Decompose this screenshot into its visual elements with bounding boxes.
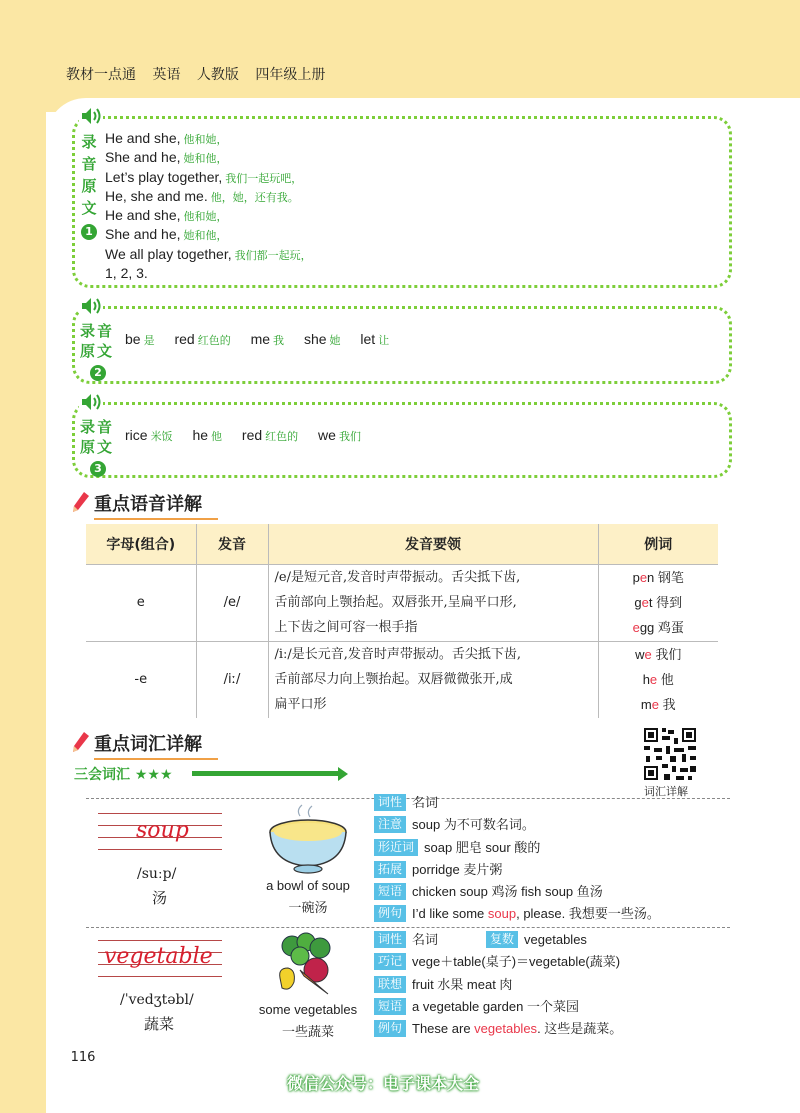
- table-header-row: [86, 524, 718, 564]
- word-list: [125, 427, 377, 444]
- column-header: 字母(组合): [86, 524, 196, 564]
- info-tag: 短语: [374, 998, 406, 1015]
- word-item: be 是: [125, 331, 155, 347]
- info-row: 短语 a vegetable garden 一个菜园: [374, 996, 622, 1018]
- phonics-table: [86, 524, 718, 718]
- info-tag: 注意: [374, 816, 406, 833]
- example-word: me 我: [640, 697, 676, 713]
- chant-line: He, she and me. 他，她，还有我。: [105, 187, 299, 204]
- tips-cell: /e/是短元音,发音时声带振动。舌尖抵下齿, 舌前部向上颚抬起。双唇张开,呈扁平口形, 上下齿之间可容一根手指: [268, 564, 598, 641]
- info-row: 拓展 porridge 麦片粥: [374, 859, 660, 881]
- pencil-icon: [72, 731, 90, 753]
- vocab-word: vegetable: [104, 944, 213, 969]
- example-word: egg 鸡蛋: [632, 620, 684, 635]
- table-row: [86, 564, 718, 641]
- speaker-icon: [79, 295, 103, 317]
- picture-caption-cn: 一些蔬菜: [281, 1025, 334, 1040]
- tips-cell: /iː/是长元音,发音时声带振动。舌尖抵下齿, 舌前部尽力向上颚抬起。双唇微微张开,成 扁平口形: [268, 641, 598, 718]
- phonetic: /suːp/: [137, 866, 177, 882]
- letter-cell: -e: [86, 641, 196, 718]
- transcript-label: 录音 原文 2: [80, 322, 115, 379]
- word-list: [125, 331, 405, 348]
- transcript-label: 录音 原文 3: [80, 418, 115, 475]
- picture-caption-en: a bowl of soup: [266, 878, 350, 893]
- info-tag: 巧记: [374, 953, 406, 970]
- info-tag: 短语: [374, 883, 406, 900]
- vegetables-icon: [270, 930, 340, 1000]
- book-header: [66, 64, 337, 84]
- heading-bar: [192, 771, 342, 776]
- example-word: get 得到: [634, 595, 683, 610]
- examples-cell: [598, 641, 718, 718]
- info-tag: 联想: [374, 976, 406, 993]
- chant-line: We all play together, 我们都一起玩，: [105, 245, 312, 262]
- word-info-list: [374, 792, 660, 926]
- word-item: me 我: [250, 331, 285, 347]
- column-header: 例词: [598, 524, 718, 564]
- transcript-box-2: [72, 306, 732, 384]
- chant-line: She and he, 她和他，: [105, 226, 228, 243]
- transcript-number: 2: [90, 365, 106, 381]
- info-row: 联想 fruit 水果 meat 肉: [374, 974, 622, 996]
- entry-divider: [86, 927, 730, 928]
- info-tag: 形近词: [374, 839, 418, 856]
- column-header: 发音要领: [268, 524, 598, 564]
- word-meaning: 蔬菜: [144, 1015, 175, 1033]
- word-item: we 我们: [318, 427, 361, 443]
- info-row: 形近词 soap 肥皂 sour 酸的: [374, 837, 660, 859]
- info-row: 词性 名词: [374, 792, 660, 814]
- word-meaning: 汤: [152, 889, 168, 907]
- phonetic: /ˈvedʒtəbl/: [120, 992, 194, 1008]
- transcript-number: 3: [90, 461, 106, 477]
- heading-bar-arrow: [338, 767, 348, 781]
- info-tag: 例句: [374, 905, 406, 922]
- picture-caption-cn: 一碗汤: [288, 901, 328, 916]
- word-item: red 红色的: [174, 331, 231, 347]
- chant-line: He and she, 他和她，: [105, 207, 228, 224]
- vocab-section-title: 重点词汇详解: [72, 730, 202, 756]
- word-item: red 红色的: [241, 427, 299, 443]
- transcript-number: 1: [81, 224, 97, 240]
- word-item: let 让: [360, 331, 390, 347]
- info-row: 短语 chicken soup 鸡汤 fish soup 鱼汤: [374, 881, 660, 903]
- pencil-icon: [72, 491, 90, 513]
- speaker-icon: [79, 105, 103, 127]
- example-word: he 他: [642, 672, 674, 688]
- info-tag: 词性: [374, 931, 406, 948]
- info-tag: 例句: [374, 1020, 406, 1037]
- example-word: pen 钢笔: [632, 570, 684, 585]
- phonics-section-title: 重点语音详解: [72, 490, 202, 516]
- transcript-label: 录 音 原 文 1: [81, 133, 97, 238]
- chant-lines: [105, 129, 312, 283]
- vocab-word: soup: [136, 818, 189, 843]
- sound-cell: /e/: [196, 564, 268, 641]
- example-word: we 我们: [635, 647, 682, 663]
- header-item: 四年级上册: [255, 67, 326, 83]
- page-number: 116: [64, 1048, 102, 1068]
- examples-cell: [598, 564, 718, 641]
- chant-line: He and she, 他和她，: [105, 130, 228, 146]
- info-tag: 复数: [486, 931, 518, 948]
- table-row: [86, 641, 718, 718]
- sound-cell: /iː/: [196, 641, 268, 718]
- info-tag: 拓展: [374, 861, 406, 878]
- info-row: 例句 These are vegetables. 这些是蔬菜。: [374, 1018, 622, 1040]
- chant-line: 1, 2, 3.: [105, 265, 148, 282]
- info-tag: 词性: [374, 794, 406, 811]
- page-background-left: [0, 0, 46, 1113]
- chant-line: Let’s play together, 我们一起玩吧，: [105, 168, 303, 185]
- footer-watermark: 微信公众号：电子课本大全: [287, 1074, 480, 1093]
- info-row: 词性 名词 复数 vegetables: [374, 929, 622, 951]
- page-background-top: [0, 0, 800, 112]
- picture-caption-en: some vegetables: [258, 1002, 358, 1017]
- header-item: 教材一点通: [66, 67, 136, 83]
- letter-cell: e: [86, 564, 196, 641]
- word-item: she 她: [303, 331, 341, 347]
- vocab-level-heading: 三会词汇 ★★★: [74, 767, 173, 783]
- header-item: 人教版: [196, 67, 239, 83]
- info-row: 巧记 vege＋table(桌子)＝vegetable(蔬菜): [374, 951, 622, 973]
- qr-code-icon[interactable]: [642, 726, 698, 782]
- word-info-list: [374, 929, 622, 1040]
- word-item: he 他: [192, 427, 223, 443]
- info-row: 注意 soup 为不可数名词。: [374, 814, 660, 836]
- speaker-icon: [79, 391, 103, 413]
- chant-line: She and he, 她和他，: [105, 149, 228, 166]
- transcript-box-3: [72, 402, 732, 478]
- soup-bowl-icon: [266, 802, 350, 876]
- column-header: 发音: [196, 524, 268, 564]
- qr-caption: 词汇详解: [644, 785, 688, 798]
- transcript-box-1: [72, 116, 732, 288]
- word-item: rice 米饭: [125, 427, 173, 443]
- header-item: 英语: [152, 67, 181, 83]
- info-row: 例句 I’d like some soup, please. 我想要一些汤。: [374, 903, 660, 925]
